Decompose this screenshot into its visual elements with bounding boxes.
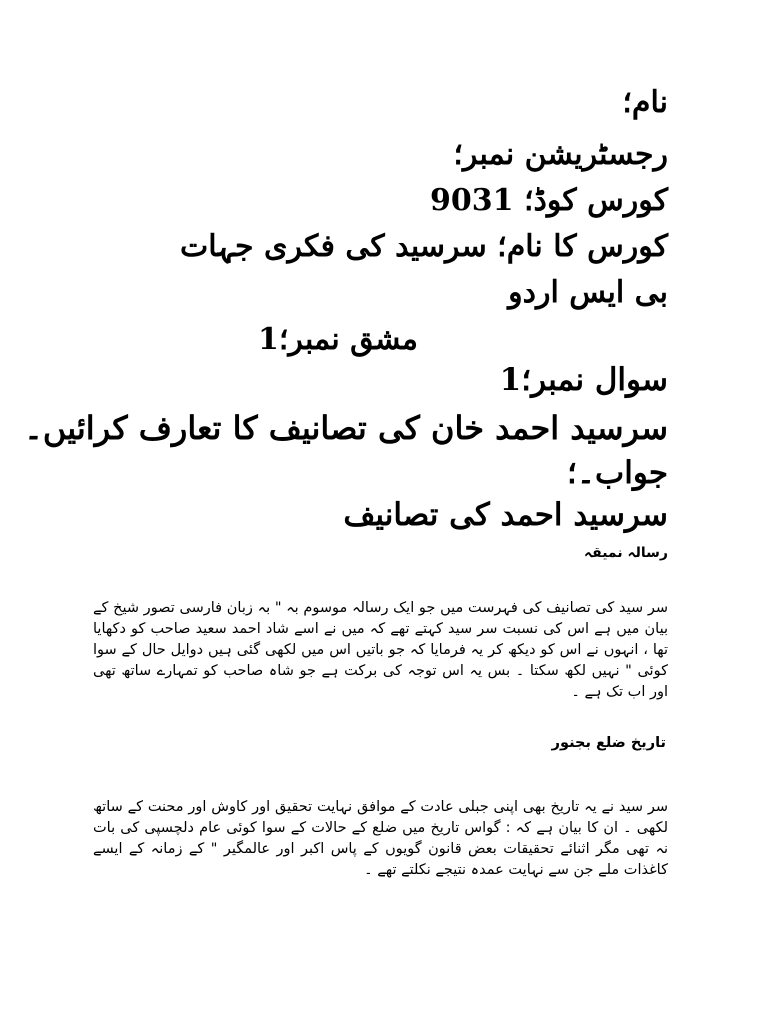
course-code-label: کورس کوڈ؛ 9031: [430, 183, 668, 218]
program-label: بی ایس اردو: [508, 275, 668, 310]
paragraph-risala: سر سید کی تصانیف کی فہرست میں جو ایک رسالہ موسوم بہ " بہ زبان فارسی تصور شیخ کے بیان میں ہے اس کی نسبت سر سید کہتے تھے کہ میں نے اسے شاد احمد سعید صاحب کو دکھایا تھا ، انہوں نے اس کو دیکھ کر یہ فرمایا کہ جو باتیں اس میں لکھی گئی ہیں دوایل حال کے سوا کوئی " نہیں لکھ سکتا ۔ بس یہ اس توجہ کی برکت ہے جو شاہ صاحب کو تمہارے ساتھ تھی اور اب تک ہے ۔: [93, 600, 668, 700]
course-name-label: کورس کا نام؛ سرسید کی فکری جہات: [180, 229, 668, 264]
subsection-title: رسالہ نمیقہ: [583, 545, 668, 561]
answer-label: جواب۔؛: [567, 455, 668, 491]
subsection-title: تاریخ ضلع بجنور: [551, 735, 666, 751]
paragraph-tarikh: سر سید نے یہ تاریخ بھی اپنی جبلی عادت کے موافق نہایت تحقیق اور کاوش اور محنت کے ساتھ لکھی ۔ ان کا بیان ہے کہ : گواس تاریخ میں ضلع کے حالات کے سوا کوئی عام دلچسپی کی بات نہ تھی مگر اثنائے تحقیقات بعض قانون گویوں کے پاس اکبر اور عالمگیر " کے زمانہ کے ایسے کاغذات ملے جن سے نہایت عمدہ نتیجے نکلتے تھے ۔: [93, 799, 668, 878]
assignment-label: مشق نمبر؛1: [257, 322, 418, 357]
section-heading: سرسید احمد کی تصانیف: [343, 497, 668, 533]
question-text: سرسید احمد خان کی تصانیف کا تعارف کرائیں۔: [24, 409, 668, 447]
name-label: نام؛: [622, 85, 668, 120]
registration-label: رجسٹریشن نمبر؛: [453, 137, 668, 172]
question-number: سوال نمبر؛1: [499, 362, 668, 398]
